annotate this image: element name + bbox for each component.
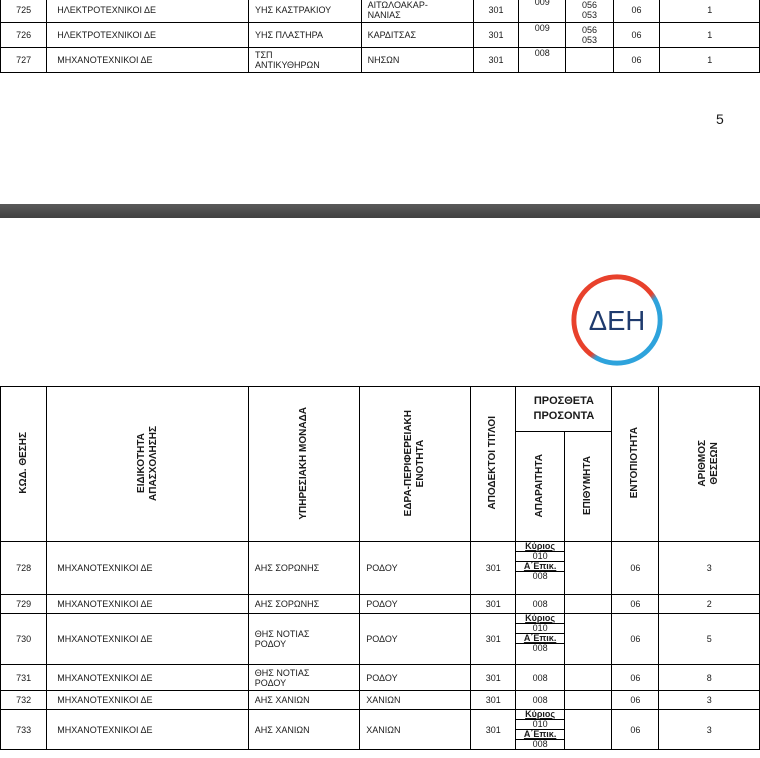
required-alt-label: Α΄Επικ. xyxy=(523,633,557,643)
table-row xyxy=(1,542,760,595)
table-row xyxy=(1,595,760,614)
table-row xyxy=(1,691,760,710)
required-alt-label: Α΄Επικ. xyxy=(523,561,557,571)
header-specialty: ΕΙΔΙΚΟΤΗΤΑ ΑΠΑΣΧΟΛΗΣΗΣ xyxy=(47,387,249,542)
positions-table xyxy=(0,386,760,750)
header-title: ΑΠΟΔΕΚΤΟΙ ΤΙΤΛΟΙ xyxy=(471,387,516,542)
cell-optional xyxy=(564,691,612,710)
cell-optional: 056 053 xyxy=(566,23,613,48)
cell-specialty: ΜΗΧΑΝΟΤΕΧΝΙΚΟΙ ΔΕ xyxy=(47,542,249,595)
required-main-label: Κύριος xyxy=(525,613,556,623)
required-alt-label: Α΄Επικ. xyxy=(523,729,557,739)
table-row xyxy=(1,614,760,665)
cell-optional xyxy=(564,665,612,691)
cell-region: ΧΑΝΙΩΝ xyxy=(360,710,471,750)
cell-positions: 2 xyxy=(659,595,760,614)
required-main-code: 010 xyxy=(516,551,563,562)
cell-title: 301 xyxy=(473,23,518,48)
header-region: ΕΔΡΑ-ΠΕΡΙΦΕΡΕΙΑΚΗ ΕΝΟΤΗΤΑ xyxy=(360,387,471,542)
cell-required: 008 xyxy=(516,691,564,710)
cell-specialty: ΗΛΕΚΤΡΟΤΕΧΝΙΚΟΙ ΔΕ xyxy=(47,23,249,48)
header-code: ΚΩΔ. ΘΕΣΗΣ xyxy=(1,387,47,542)
required-main-label: Κύριος xyxy=(525,541,556,551)
header-location: ΕΝΤΟΠΙΟΤΗΤΑ xyxy=(612,387,659,542)
cell-required xyxy=(516,614,564,665)
cell-specialty: ΜΗΧΑΝΟΤΕΧΝΙΚΟΙ ΔΕ xyxy=(47,665,249,691)
cell-unit: ΘΗΣ ΝΟΤΙΑΣ ΡΟΔΟΥ xyxy=(248,614,359,665)
header-unit: ΥΠΗΡΕΣΙΑΚΗ ΜΟΝΑΔΑ xyxy=(248,387,359,542)
header-extra-qualifications: ΠΡΟΣΘΕΤΑ ΠΡΟΣΟΝΤΑ xyxy=(516,387,612,432)
cell-code: 730 xyxy=(1,614,47,665)
cell-unit: ΤΣΠ ΑΝΤΙΚΥΘΗΡΩΝ xyxy=(248,48,361,73)
cell-specialty: ΗΛΕΚΤΡΟΤΕΧΝΙΚΟΙ ΔΕ xyxy=(47,0,249,23)
required-alt-code: 008 xyxy=(516,739,563,749)
cell-title: 301 xyxy=(471,691,516,710)
required-alt-code: 008 xyxy=(516,571,563,581)
cell-unit: ΑΗΣ ΧΑΝΙΩΝ xyxy=(248,710,359,750)
cell-location: 06 xyxy=(612,691,659,710)
cell-region: ΝΗΣΩΝ xyxy=(361,48,473,73)
cell-unit: ΑΗΣ ΣΟΡΩΝΗΣ xyxy=(248,542,359,595)
cell-title: 301 xyxy=(471,665,516,691)
required-main-code: 010 xyxy=(516,623,563,634)
cell-location: 06 xyxy=(612,542,659,595)
cell-code: 727 xyxy=(1,48,47,73)
table-row xyxy=(1,665,760,691)
cell-specialty: ΜΗΧΑΝΟΤΕΧΝΙΚΟΙ ΔΕ xyxy=(47,710,249,750)
cell-required: 008 xyxy=(516,665,564,691)
cell-title: 301 xyxy=(471,595,516,614)
cell-optional xyxy=(564,542,612,595)
cell-positions: 3 xyxy=(659,710,760,750)
cell-required: 008 xyxy=(516,595,564,614)
cell-title: 301 xyxy=(471,710,516,750)
logo-text: ΔΕΗ xyxy=(588,304,646,336)
cell-location: 06 xyxy=(613,48,660,73)
table-row xyxy=(1,0,760,23)
table-row xyxy=(1,48,760,73)
previous-page-table xyxy=(0,0,760,73)
header-optional: ΕΠΙΘΥΜΗΤΑ xyxy=(564,432,612,542)
cell-positions: 3 xyxy=(659,691,760,710)
cell-location: 06 xyxy=(612,665,659,691)
cell-positions: 1 xyxy=(660,0,760,23)
required-alt-code: 008 xyxy=(516,643,563,653)
cell-positions: 1 xyxy=(660,48,760,73)
header-positions: ΑΡΙΘΜΟΣ ΘΕΣΕΩΝ xyxy=(659,387,760,542)
cell-positions: 5 xyxy=(659,614,760,665)
cell-title: 301 xyxy=(471,614,516,665)
cell-code: 728 xyxy=(1,542,47,595)
cell-location: 06 xyxy=(613,0,660,23)
header-required: ΑΠΑΡΑΙΤΗΤΑ xyxy=(516,432,564,542)
cell-specialty: ΜΗΧΑΝΟΤΕΧΝΙΚΟΙ ΔΕ xyxy=(47,691,249,710)
cell-region: ΡΟΔΟΥ xyxy=(360,542,471,595)
cell-optional xyxy=(564,614,612,665)
cell-title: 301 xyxy=(471,542,516,595)
cell-positions: 1 xyxy=(660,23,760,48)
required-main-label: Κύριος xyxy=(525,709,556,719)
cell-positions: 8 xyxy=(659,665,760,691)
cell-location: 06 xyxy=(612,710,659,750)
cell-optional xyxy=(564,710,612,750)
cell-required: 009 xyxy=(519,0,566,23)
cell-title: 301 xyxy=(473,0,518,23)
required-main-code: 010 xyxy=(516,719,563,730)
cell-region: ΚΑΡΔΙΤΣΑΣ xyxy=(361,23,473,48)
cell-code: 725 xyxy=(1,0,47,23)
cell-location: 06 xyxy=(612,614,659,665)
cell-required: 009 xyxy=(519,23,566,48)
cell-specialty: ΜΗΧΑΝΟΤΕΧΝΙΚΟΙ ΔΕ xyxy=(47,48,249,73)
cell-unit: ΥΗΣ ΚΑΣΤΡΑΚΙΟΥ xyxy=(248,0,361,23)
page-number: 5 xyxy=(716,111,724,127)
cell-region: ΡΟΔΟΥ xyxy=(360,595,471,614)
cell-code: 732 xyxy=(1,691,47,710)
cell-unit: ΘΗΣ ΝΟΤΙΑΣ ΡΟΔΟΥ xyxy=(248,665,359,691)
cell-location: 06 xyxy=(612,595,659,614)
cell-positions: 3 xyxy=(659,542,760,595)
cell-region: ΧΑΝΙΩΝ xyxy=(360,691,471,710)
cell-location: 06 xyxy=(613,23,660,48)
cell-code: 726 xyxy=(1,23,47,48)
cell-required: 008 xyxy=(519,48,566,73)
cell-optional: 056 053 xyxy=(566,0,613,23)
cell-unit: ΑΗΣ ΧΑΝΙΩΝ xyxy=(248,691,359,710)
cell-specialty: ΜΗΧΑΝΟΤΕΧΝΙΚΟΙ ΔΕ xyxy=(47,595,249,614)
cell-region: ΡΟΔΟΥ xyxy=(360,614,471,665)
cell-code: 729 xyxy=(1,595,47,614)
cell-unit: ΑΗΣ ΣΟΡΩΝΗΣ xyxy=(248,595,359,614)
cell-optional xyxy=(564,595,612,614)
cell-required xyxy=(516,542,564,595)
cell-region: ΑΙΤΩΛΟΑΚΑΡ- ΝΑΝΙΑΣ xyxy=(361,0,473,23)
cell-unit: ΥΗΣ ΠΛΑΣΤΗΡΑ xyxy=(248,23,361,48)
page-separator xyxy=(0,204,760,218)
cell-specialty: ΜΗΧΑΝΟΤΕΧΝΙΚΟΙ ΔΕ xyxy=(47,614,249,665)
table-row xyxy=(1,710,760,750)
cell-region: ΡΟΔΟΥ xyxy=(360,665,471,691)
deh-logo xyxy=(568,271,666,369)
cell-code: 733 xyxy=(1,710,47,750)
cell-title: 301 xyxy=(473,48,518,73)
cell-code: 731 xyxy=(1,665,47,691)
cell-required xyxy=(516,710,564,750)
table-row xyxy=(1,23,760,48)
cell-optional xyxy=(566,48,613,73)
